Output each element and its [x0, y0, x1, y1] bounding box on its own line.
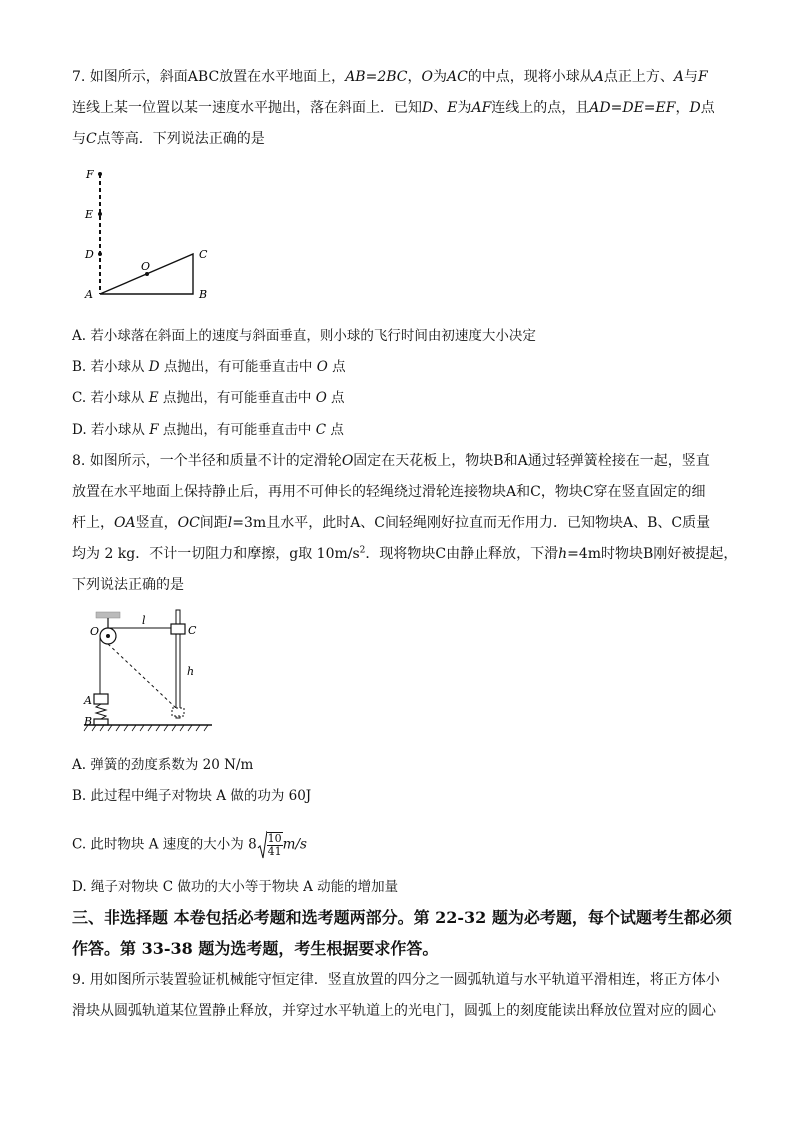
q8-stem-line-5: 下列说法正确的是 [72, 577, 184, 593]
ceiling-mount [96, 612, 120, 618]
label-o: O [90, 625, 100, 638]
q8-stem-line-4: 均为 2 kg．不计一切阻力和摩擦，g取 $10m/s^2$．现将物块C由静止释放，下滑h=4m时物块B刚好被提起， [72, 545, 738, 562]
label-c: C [188, 624, 197, 637]
q7-option-a: A. 若小球落在斜面上的速度与斜面垂直，则小球的飞行时间由初速度大小决定 [72, 328, 536, 344]
q8-figure-pulley [80, 608, 215, 733]
label-l: l [142, 614, 146, 627]
q7-stem-line-3: 与C点等高．下列说法正确的是 [72, 131, 265, 147]
q7-option-d: D. 若小球从 F 点抛出，有可能垂直击中 C 点 [72, 422, 344, 438]
label-b: B [84, 715, 93, 728]
label-f: F [86, 168, 94, 181]
q7-stem-line-2: 连线上某一位置以某一速度水平抛出，落在斜面上．已知D、E为AF连线上的点，且AD=DE=EF，D点 [72, 100, 715, 116]
label-d: D [85, 248, 94, 261]
q7-stem-line-1: 7. 如图所示，斜面ABC放置在水平地面上，AB=2BC，O为AC的中点，现将小球从A点正上方、A与F [72, 69, 708, 85]
q8-option-c: C. 此时物块 A 速度的大小为 8 $\frac{10}{41}$ m/s [72, 832, 307, 858]
q7-option-c: C. 若小球从 E 点抛出，有可能垂直击中 O 点 [72, 390, 345, 406]
q8-stem-line-3: 杆上，OA竖直，OC间距l=3m且水平，此时A、C间轻绳刚好拉直而无作用力．已知物块A、B、C质量 [72, 515, 711, 531]
block-a [94, 694, 108, 704]
q8-stem-line-2: 放置在水平地面上保持静止后，再用不可伸长的轻绳绕过滑轮连接物块A和C，物块C穿在竖直固定的细 [72, 484, 706, 500]
section-3-heading-line-2: 作答。第 33-38 题为选考题，考生根据要求作答。 [72, 939, 439, 958]
label-a: A [84, 694, 92, 707]
q8-option-d: D. 绳子对物块 C 做功的大小等于物块 A 动能的增加量 [72, 879, 399, 895]
label-c: C [199, 248, 208, 261]
label-b: B [199, 288, 208, 301]
spring [96, 704, 106, 719]
q8-option-a: A. 弹簧的劲度系数为 20 N/m [72, 757, 254, 773]
q7-option-b: B. 若小球从 D 点抛出，有可能垂直击中 O 点 [72, 359, 346, 375]
q7-figure-incline [78, 164, 218, 306]
rope-final-dashed [108, 644, 176, 708]
block-c [171, 624, 185, 634]
q9-stem-line-1: 9. 用如图所示装置验证机械能守恒定律．竖直放置的四分之一圆弧轨道与水平轨道平滑相连，将正方体小 [72, 972, 720, 988]
label-o: O [141, 260, 151, 273]
q8-option-b: B. 此过程中绳子对物块 A 做的功为 60J [72, 788, 312, 804]
q9-stem-line-2: 滑块从圆弧轨道某位置静止释放，并穿过水平轨道上的光电门，圆弧上的刻度能读出释放位置对应的圆心 [72, 1003, 716, 1019]
label-e: E [85, 208, 94, 221]
sqrt-fraction: $\frac{10}{41}$ [257, 830, 283, 860]
q8-stem-line-1: 8. 如图所示，一个半径和质量不计的定滑轮O固定在天花板上，物块B和A通过轻弹簧栓接在一起，竖直 [72, 453, 710, 469]
label-h: h [187, 665, 195, 678]
block-b [94, 719, 108, 725]
label-a: A [85, 288, 93, 301]
section-3-heading-line-1: 三、非选择题 本卷包括必考题和选考题两部分。第 22-32 题为必考题，每个试题考生都必须 [72, 908, 732, 927]
